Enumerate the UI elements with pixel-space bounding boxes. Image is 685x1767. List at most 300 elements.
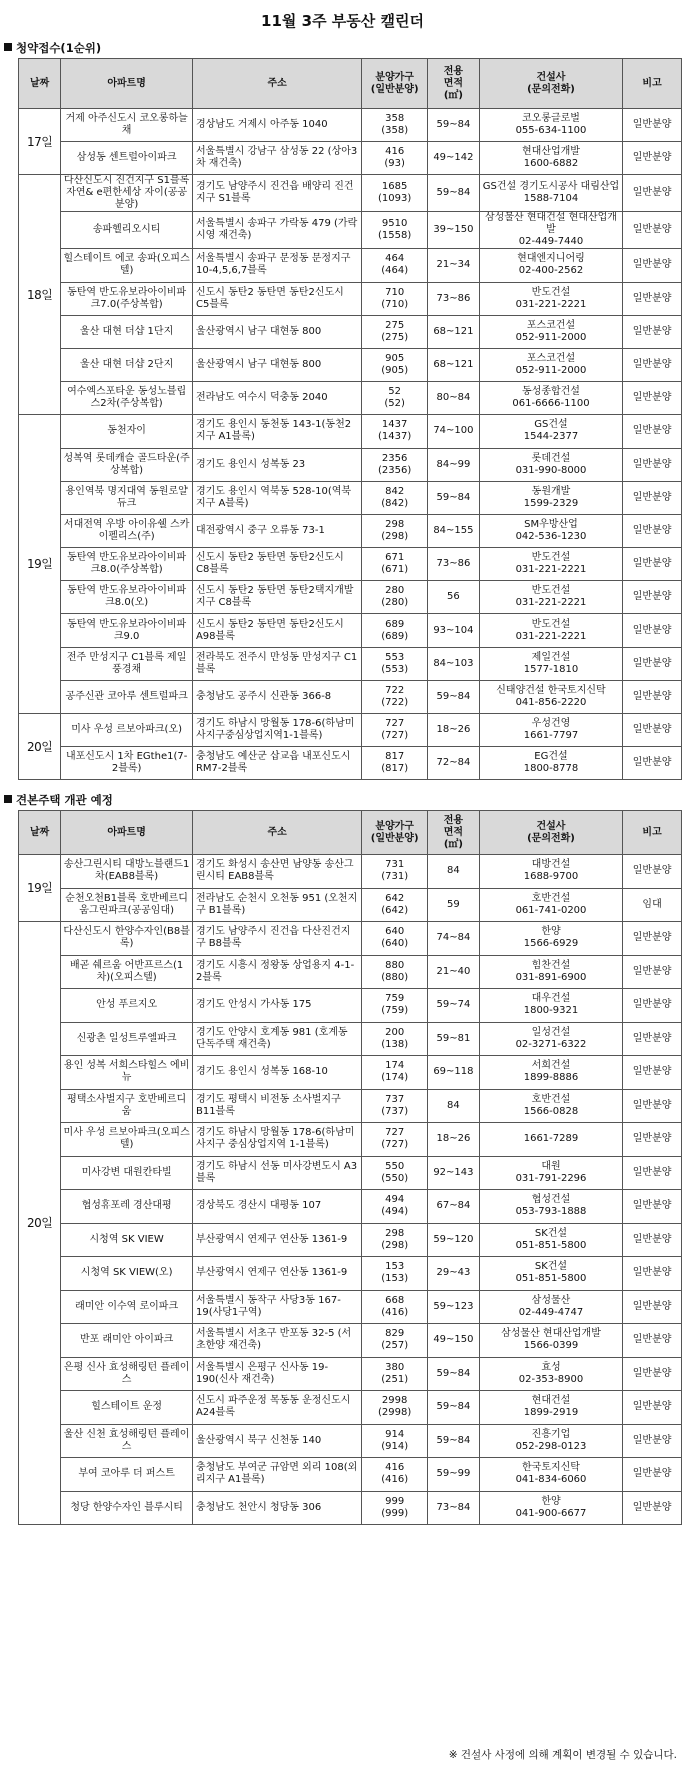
units: 731 (731) xyxy=(362,855,428,889)
apartment-name: 동탄역 반도유보라아이비파크8.0(주상복합) xyxy=(61,548,193,581)
apartment-name: 힐스테이트 에코 송파(오피스텔) xyxy=(61,249,193,282)
table-row xyxy=(19,481,682,514)
builder: 우성건영 1661-7797 xyxy=(479,714,622,747)
apartment-name: 여수엑스포타운 동성노블립스2차(주상복합) xyxy=(61,382,193,415)
table-row xyxy=(19,1491,682,1525)
apartment-name: 협성휴포레 경산대평 xyxy=(61,1190,193,1224)
table-row xyxy=(19,922,682,956)
area: 21~34 xyxy=(428,249,480,282)
units: 174 (174) xyxy=(362,1056,428,1090)
table-row xyxy=(19,989,682,1023)
area: 56 xyxy=(428,581,480,614)
address: 충청남도 공주시 신관동 366-8 xyxy=(192,680,361,713)
address: 울산광역시 북구 신천동 140 xyxy=(192,1424,361,1458)
address: 신도시 동탄2 동탄면 동탄2신도시 C8블록 xyxy=(192,548,361,581)
builder: 한양 041-900-6677 xyxy=(479,1491,622,1525)
note: 일반분양 xyxy=(623,1223,682,1257)
apartment-name: 미사 우성 르보아파크(오피스텔) xyxy=(61,1123,193,1157)
address: 전라북도 전주시 만성동 만성지구 C1블록 xyxy=(192,647,361,680)
area: 59 xyxy=(428,888,480,922)
builder: 호반건설 1566-0828 xyxy=(479,1089,622,1123)
units: 553 (553) xyxy=(362,647,428,680)
apartment-name: 거제 아주신도시 코오롱하늘채 xyxy=(61,109,193,142)
note: 일반분양 xyxy=(623,315,682,348)
note: 일반분양 xyxy=(623,1156,682,1190)
address: 충청남도 부여군 규암면 외리 108(외리지구 A1블록) xyxy=(192,1458,361,1492)
area: 74~84 xyxy=(428,922,480,956)
builder: 진흥기업 052-298-0123 xyxy=(479,1424,622,1458)
note: 임대 xyxy=(623,888,682,922)
builder: SM우방산업 042-536-1230 xyxy=(479,514,622,547)
footer-note: ※ 건설사 사정에 의해 계획이 변경될 수 있습니다. xyxy=(448,1749,677,1761)
units: 999 (999) xyxy=(362,1491,428,1525)
header-builder: 건설사 (문의전화) xyxy=(479,811,622,855)
units: 200 (138) xyxy=(362,1022,428,1056)
table-row xyxy=(19,1357,682,1391)
apartment-name: 미사 우성 르보아파크(오) xyxy=(61,714,193,747)
note: 일반분양 xyxy=(623,1458,682,1492)
units: 358 (358) xyxy=(362,109,428,142)
units: 642 (642) xyxy=(362,888,428,922)
section-title-model-house: 견본주택 개관 예정 xyxy=(4,792,113,808)
table-row xyxy=(19,1056,682,1090)
note: 일반분양 xyxy=(623,614,682,647)
area: 49~142 xyxy=(428,142,480,175)
apartment-name: 시청역 SK VIEW(오) xyxy=(61,1257,193,1291)
table-row xyxy=(19,647,682,680)
table-row xyxy=(19,1156,682,1190)
apartment-name: 울산 대현 더샵 1단지 xyxy=(61,315,193,348)
table-row xyxy=(19,1190,682,1224)
builder: GS건설 1544-2377 xyxy=(479,415,622,448)
builder: 협성건설 053-793-1888 xyxy=(479,1190,622,1224)
date-cell: 19일 xyxy=(19,855,61,922)
builder: EG건설 1800-8778 xyxy=(479,747,622,780)
area: 84 xyxy=(428,1089,480,1123)
header-units: 분양가구 (일반분양) xyxy=(362,811,428,855)
date-cell: 19일 xyxy=(19,415,61,714)
table-row xyxy=(19,1424,682,1458)
apartment-name: 래미안 이수역 로이파크 xyxy=(61,1290,193,1324)
header-units: 분양가구 (일반분양) xyxy=(362,59,428,109)
apartment-name: 미사강변 대원칸타빌 xyxy=(61,1156,193,1190)
header-area: 전용 면적 (㎡) xyxy=(428,811,480,855)
table-row xyxy=(19,448,682,481)
area: 92~143 xyxy=(428,1156,480,1190)
address: 경기도 시흥시 정왕동 상업용지 4-1-2블록 xyxy=(192,955,361,989)
apartment-name: 삼성동 센트럴아이파크 xyxy=(61,142,193,175)
table-row xyxy=(19,581,682,614)
table-row xyxy=(19,1022,682,1056)
units: 727 (727) xyxy=(362,714,428,747)
subscription-table xyxy=(18,58,682,780)
note: 일반분양 xyxy=(623,680,682,713)
square-bullet-icon xyxy=(4,43,12,51)
note: 일반분양 xyxy=(623,714,682,747)
address: 서울특별시 은평구 신사동 19-190(신사 재건축) xyxy=(192,1357,361,1391)
table-row xyxy=(19,614,682,647)
builder: 반도건설 031-221-2221 xyxy=(479,548,622,581)
area: 73~84 xyxy=(428,1491,480,1525)
model-house-table xyxy=(18,810,682,1525)
units: 759 (759) xyxy=(362,989,428,1023)
address: 경상북도 경산시 대평동 107 xyxy=(192,1190,361,1224)
units: 1685 (1093) xyxy=(362,175,428,212)
area: 69~118 xyxy=(428,1056,480,1090)
address: 충청남도 예산군 삽교읍 내포신도시 RM7-2블록 xyxy=(192,747,361,780)
area: 59~81 xyxy=(428,1022,480,1056)
area: 59~84 xyxy=(428,1357,480,1391)
builder: 롯데건설 031-990-8000 xyxy=(479,448,622,481)
area: 59~123 xyxy=(428,1290,480,1324)
address: 서울특별시 송파구 가락동 479 (가락시영 재건축) xyxy=(192,212,361,249)
builder: 서희건설 1899-8886 xyxy=(479,1056,622,1090)
note: 일반분양 xyxy=(623,348,682,381)
note: 일반분양 xyxy=(623,282,682,315)
units: 905 (905) xyxy=(362,348,428,381)
address: 전라남도 여수시 덕충동 2040 xyxy=(192,382,361,415)
area: 59~74 xyxy=(428,989,480,1023)
note: 일반분양 xyxy=(623,922,682,956)
apartment-name: 시청역 SK VIEW xyxy=(61,1223,193,1257)
table-row xyxy=(19,1257,682,1291)
apartment-name: 동탄역 반도유보라아이비파크8.0(오) xyxy=(61,581,193,614)
header-date: 날짜 xyxy=(19,59,61,109)
address: 울산광역시 남구 대현동 800 xyxy=(192,315,361,348)
table-row xyxy=(19,955,682,989)
area: 29~43 xyxy=(428,1257,480,1291)
area: 68~121 xyxy=(428,348,480,381)
builder: 한양 1566-6929 xyxy=(479,922,622,956)
note: 일반분양 xyxy=(623,1190,682,1224)
units: 914 (914) xyxy=(362,1424,428,1458)
area: 67~84 xyxy=(428,1190,480,1224)
builder: GS건설 경기도시공사 대림산업 1588-7104 xyxy=(479,175,622,212)
area: 21~40 xyxy=(428,955,480,989)
address: 충청남도 천안시 청당동 306 xyxy=(192,1491,361,1525)
units: 298 (298) xyxy=(362,514,428,547)
address: 울산광역시 남구 대현동 800 xyxy=(192,348,361,381)
builder: SK건설 051-851-5800 xyxy=(479,1223,622,1257)
units: 668 (416) xyxy=(362,1290,428,1324)
table-row xyxy=(19,1223,682,1257)
table-row xyxy=(19,1123,682,1157)
address: 신도시 동탄2 동탄면 동탄2신도시 C5블록 xyxy=(192,282,361,315)
table-row xyxy=(19,1391,682,1425)
apartment-name: 송산그린시티 대방노블랜드1차(EAB8블록) xyxy=(61,855,193,889)
address: 경기도 용인시 역북동 528-10(역북지구 A블록) xyxy=(192,481,361,514)
address: 신도시 동탄2 동탄면 동탄2신도시 A98블록 xyxy=(192,614,361,647)
area: 59~84 xyxy=(428,481,480,514)
apartment-name: 동천자이 xyxy=(61,415,193,448)
apartment-name: 다산신도시 한양수자인(B8블록) xyxy=(61,922,193,956)
builder: 효성 02-353-8900 xyxy=(479,1357,622,1391)
address: 경기도 용인시 성복동 23 xyxy=(192,448,361,481)
table-row xyxy=(19,548,682,581)
date-cell: 18일 xyxy=(19,175,61,415)
apartment-name: 신광촌 일성트루엘파크 xyxy=(61,1022,193,1056)
area: 59~84 xyxy=(428,109,480,142)
builder: 현대산업개발 1600-6882 xyxy=(479,142,622,175)
units: 280 (280) xyxy=(362,581,428,614)
builder: 반도건설 031-221-2221 xyxy=(479,614,622,647)
area: 84 xyxy=(428,855,480,889)
builder: 삼성물산 현대건설 현대산업개발 02-449-7440 xyxy=(479,212,622,249)
units: 416 (93) xyxy=(362,142,428,175)
table-row xyxy=(19,348,682,381)
note: 일반분양 xyxy=(623,1257,682,1291)
table-row xyxy=(19,315,682,348)
date-cell: 20일 xyxy=(19,922,61,1525)
builder: 힘찬건설 031-891-6900 xyxy=(479,955,622,989)
address: 경기도 하남시 망월동 178-6(하남미사지구중심상업지역1-1블록) xyxy=(192,714,361,747)
units: 464 (464) xyxy=(362,249,428,282)
apartment-name: 은평 신사 효성해링턴 플레이스 xyxy=(61,1357,193,1391)
builder: 현대엔지니어링 02-400-2562 xyxy=(479,249,622,282)
table-row xyxy=(19,855,682,889)
apartment-name: 공주신관 코아루 센트럴파크 xyxy=(61,680,193,713)
header-area: 전용 면적 (㎡) xyxy=(428,59,480,109)
address: 경상남도 거제시 아주동 1040 xyxy=(192,109,361,142)
apartment-name: 평택소사벌지구 호반베르디움 xyxy=(61,1089,193,1123)
units: 640 (640) xyxy=(362,922,428,956)
address: 경기도 용인시 동천동 143-1(동천2지구 A1블록) xyxy=(192,415,361,448)
apartment-name: 울산 대현 더샵 2단지 xyxy=(61,348,193,381)
builder: 반도건설 031-221-2221 xyxy=(479,282,622,315)
units: 153 (153) xyxy=(362,1257,428,1291)
builder: 대우건설 1800-9321 xyxy=(479,989,622,1023)
header-note: 비고 xyxy=(623,59,682,109)
area: 59~84 xyxy=(428,1391,480,1425)
units: 842 (842) xyxy=(362,481,428,514)
address: 경기도 용인시 성복동 168-10 xyxy=(192,1056,361,1090)
units: 710 (710) xyxy=(362,282,428,315)
note: 일반분양 xyxy=(623,1491,682,1525)
date-cell: 20일 xyxy=(19,714,61,780)
table-row xyxy=(19,142,682,175)
area: 59~84 xyxy=(428,175,480,212)
address: 경기도 화성시 송산면 남양동 송산그린시티 EAB8블록 xyxy=(192,855,361,889)
builder: 삼성물산 현대산업개발 1566-0399 xyxy=(479,1324,622,1358)
builder: 현대건설 1899-2919 xyxy=(479,1391,622,1425)
builder: 반도건설 031-221-2221 xyxy=(479,581,622,614)
address: 부산광역시 연제구 연산동 1361-9 xyxy=(192,1223,361,1257)
area: 73~86 xyxy=(428,282,480,315)
note: 일반분양 xyxy=(623,955,682,989)
address: 서울특별시 서초구 반포동 32-5 (서초한양 재건축) xyxy=(192,1324,361,1358)
table-row xyxy=(19,747,682,780)
apartment-name: 동탄역 반도유보라아이비파크7.0(주상복합) xyxy=(61,282,193,315)
table-row xyxy=(19,249,682,282)
table-row xyxy=(19,382,682,415)
address: 신도시 동탄2 동탄면 동탄2택지개발지구 C8블록 xyxy=(192,581,361,614)
address: 부산광역시 연제구 연산동 1361-9 xyxy=(192,1257,361,1291)
address: 서울특별시 강남구 삼성동 22 (상아3차 재건축) xyxy=(192,142,361,175)
header-row xyxy=(19,811,682,855)
note: 일반분양 xyxy=(623,1324,682,1358)
builder: 한국토지신탁 041-834-6060 xyxy=(479,1458,622,1492)
area: 84~155 xyxy=(428,514,480,547)
units: 880 (880) xyxy=(362,955,428,989)
note: 일반분양 xyxy=(623,415,682,448)
date-cell: 17일 xyxy=(19,109,61,175)
apartment-name: 전주 만성지구 C1블록 제일풍경채 xyxy=(61,647,193,680)
area: 18~26 xyxy=(428,1123,480,1157)
builder: 동성종합건설 061-6666-1100 xyxy=(479,382,622,415)
address: 경기도 남양주시 진건읍 다산진건지구 B8블록 xyxy=(192,922,361,956)
note: 일반분양 xyxy=(623,109,682,142)
header-note: 비고 xyxy=(623,811,682,855)
table-row xyxy=(19,282,682,315)
apartment-name: 배곧 쉐르움 어반프르스(1차)(오피스텔) xyxy=(61,955,193,989)
units: 52 (52) xyxy=(362,382,428,415)
note: 일반분양 xyxy=(623,481,682,514)
builder: 제일건설 1577-1810 xyxy=(479,647,622,680)
apartment-name: 용인역북 명지대역 동원로얄듀크 xyxy=(61,481,193,514)
area: 59~84 xyxy=(428,1424,480,1458)
apartment-name: 부여 코아루 더 퍼스트 xyxy=(61,1458,193,1492)
units: 2356 (2356) xyxy=(362,448,428,481)
note: 일반분양 xyxy=(623,1424,682,1458)
units: 722 (722) xyxy=(362,680,428,713)
units: 380 (251) xyxy=(362,1357,428,1391)
address: 경기도 하남시 선동 미사강변도시 A3블록 xyxy=(192,1156,361,1190)
note: 일반분양 xyxy=(623,382,682,415)
builder: 코오롱글로벌 055-634-1100 xyxy=(479,109,622,142)
apartment-name: 다산신도시 진건지구 S1블록 자연& e편한세상 자이(공공분양) xyxy=(61,175,193,212)
apartment-name: 안성 푸르지오 xyxy=(61,989,193,1023)
area: 73~86 xyxy=(428,548,480,581)
table-row xyxy=(19,680,682,713)
builder: SK건설 051-851-5800 xyxy=(479,1257,622,1291)
apartment-name: 성복역 롯데캐슬 골드타운(주상복합) xyxy=(61,448,193,481)
units: 275 (275) xyxy=(362,315,428,348)
area: 93~104 xyxy=(428,614,480,647)
builder: 1661-7289 xyxy=(479,1123,622,1157)
area: 59~120 xyxy=(428,1223,480,1257)
note: 일반분양 xyxy=(623,142,682,175)
note: 일반분양 xyxy=(623,1089,682,1123)
units: 671 (671) xyxy=(362,548,428,581)
page-title: 11월 3주 부동산 캘린더 xyxy=(261,12,424,30)
table-row xyxy=(19,514,682,547)
note: 일반분양 xyxy=(623,1056,682,1090)
address: 서울특별시 동작구 사당3동 167-19(사당1구역) xyxy=(192,1290,361,1324)
note: 일반분양 xyxy=(623,747,682,780)
area: 80~84 xyxy=(428,382,480,415)
builder: 호반건설 061-741-0200 xyxy=(479,888,622,922)
header-apartment: 아파트명 xyxy=(61,811,193,855)
apartment-name: 힐스테이트 운정 xyxy=(61,1391,193,1425)
apartment-name: 용인 성복 서희스타힐스 에비뉴 xyxy=(61,1056,193,1090)
header-row xyxy=(19,59,682,109)
builder: 포스코건설 052-911-2000 xyxy=(479,348,622,381)
builder: 동원개발 1599-2329 xyxy=(479,481,622,514)
address: 경기도 안성시 가사동 175 xyxy=(192,989,361,1023)
note: 일반분양 xyxy=(623,581,682,614)
address: 신도시 파주운정 목동동 운정신도시 A24블록 xyxy=(192,1391,361,1425)
area: 59~84 xyxy=(428,680,480,713)
note: 일반분양 xyxy=(623,212,682,249)
apartment-name: 청당 한양수자인 블루시티 xyxy=(61,1491,193,1525)
note: 일반분양 xyxy=(623,249,682,282)
units: 298 (298) xyxy=(362,1223,428,1257)
note: 일반분양 xyxy=(623,548,682,581)
note: 일반분양 xyxy=(623,989,682,1023)
units: 1437 (1437) xyxy=(362,415,428,448)
area: 68~121 xyxy=(428,315,480,348)
address: 전라남도 순천시 오천동 951 (오천지구 B1블록) xyxy=(192,888,361,922)
table-row xyxy=(19,1458,682,1492)
apartment-name: 울산 신천 효성해링턴 플레이스 xyxy=(61,1424,193,1458)
address: 경기도 하남시 망월동 178-6(하남미사지구 중심상업지역 1-1블록) xyxy=(192,1123,361,1157)
note: 일반분양 xyxy=(623,855,682,889)
table-row xyxy=(19,1324,682,1358)
note: 일반분양 xyxy=(623,1123,682,1157)
builder: 신태양건설 한국토지신탁 041-856-2220 xyxy=(479,680,622,713)
units: 727 (727) xyxy=(362,1123,428,1157)
apartment-name: 송파헬리오시티 xyxy=(61,212,193,249)
units: 2998 (2998) xyxy=(362,1391,428,1425)
note: 일반분양 xyxy=(623,1290,682,1324)
note: 일반분양 xyxy=(623,1391,682,1425)
apartment-name: 서대전역 우방 아이유쉘 스카이펠리스(주) xyxy=(61,514,193,547)
builder: 대원 031-791-2296 xyxy=(479,1156,622,1190)
note: 일반분양 xyxy=(623,1022,682,1056)
units: 689 (689) xyxy=(362,614,428,647)
builder: 포스코건설 052-911-2000 xyxy=(479,315,622,348)
table-row xyxy=(19,1089,682,1123)
address: 대전광역시 중구 오류동 73-1 xyxy=(192,514,361,547)
area: 59~99 xyxy=(428,1458,480,1492)
area: 18~26 xyxy=(428,714,480,747)
address: 경기도 안양시 호계동 981 (호계동 단독주택 재건축) xyxy=(192,1022,361,1056)
table-row xyxy=(19,415,682,448)
note: 일반분양 xyxy=(623,175,682,212)
header-address: 주소 xyxy=(192,59,361,109)
area: 39~150 xyxy=(428,212,480,249)
header-builder: 건설사 (문의전화) xyxy=(479,59,622,109)
builder: 삼성물산 02-449-4747 xyxy=(479,1290,622,1324)
area: 74~100 xyxy=(428,415,480,448)
area: 49~150 xyxy=(428,1324,480,1358)
note: 일반분양 xyxy=(623,514,682,547)
builder: 일성건설 02-3271-6322 xyxy=(479,1022,622,1056)
note: 일반분양 xyxy=(623,1357,682,1391)
address: 경기도 평택시 비전동 소사벌지구 B11블록 xyxy=(192,1089,361,1123)
units: 817 (817) xyxy=(362,747,428,780)
address: 서울특별시 송파구 문정동 문정지구 10-4,5,6,7블록 xyxy=(192,249,361,282)
apartment-name: 순천오천B1블록 호반베르디움그린파크(공공임대) xyxy=(61,888,193,922)
table-row xyxy=(19,212,682,249)
apartment-name: 동탄역 반도유보라아이비파크9.0 xyxy=(61,614,193,647)
units: 416 (416) xyxy=(362,1458,428,1492)
area: 72~84 xyxy=(428,747,480,780)
apartment-name: 반포 래미안 아이파크 xyxy=(61,1324,193,1358)
note: 일반분양 xyxy=(623,647,682,680)
table-row xyxy=(19,714,682,747)
builder: 대방건설 1688-9700 xyxy=(479,855,622,889)
units: 550 (550) xyxy=(362,1156,428,1190)
section-title-subscription: 청약접수(1순위) xyxy=(4,40,101,56)
square-bullet-icon xyxy=(4,795,12,803)
units: 829 (257) xyxy=(362,1324,428,1358)
header-apartment: 아파트명 xyxy=(61,59,193,109)
table-row xyxy=(19,1290,682,1324)
units: 737 (737) xyxy=(362,1089,428,1123)
header-date: 날짜 xyxy=(19,811,61,855)
note: 일반분양 xyxy=(623,448,682,481)
